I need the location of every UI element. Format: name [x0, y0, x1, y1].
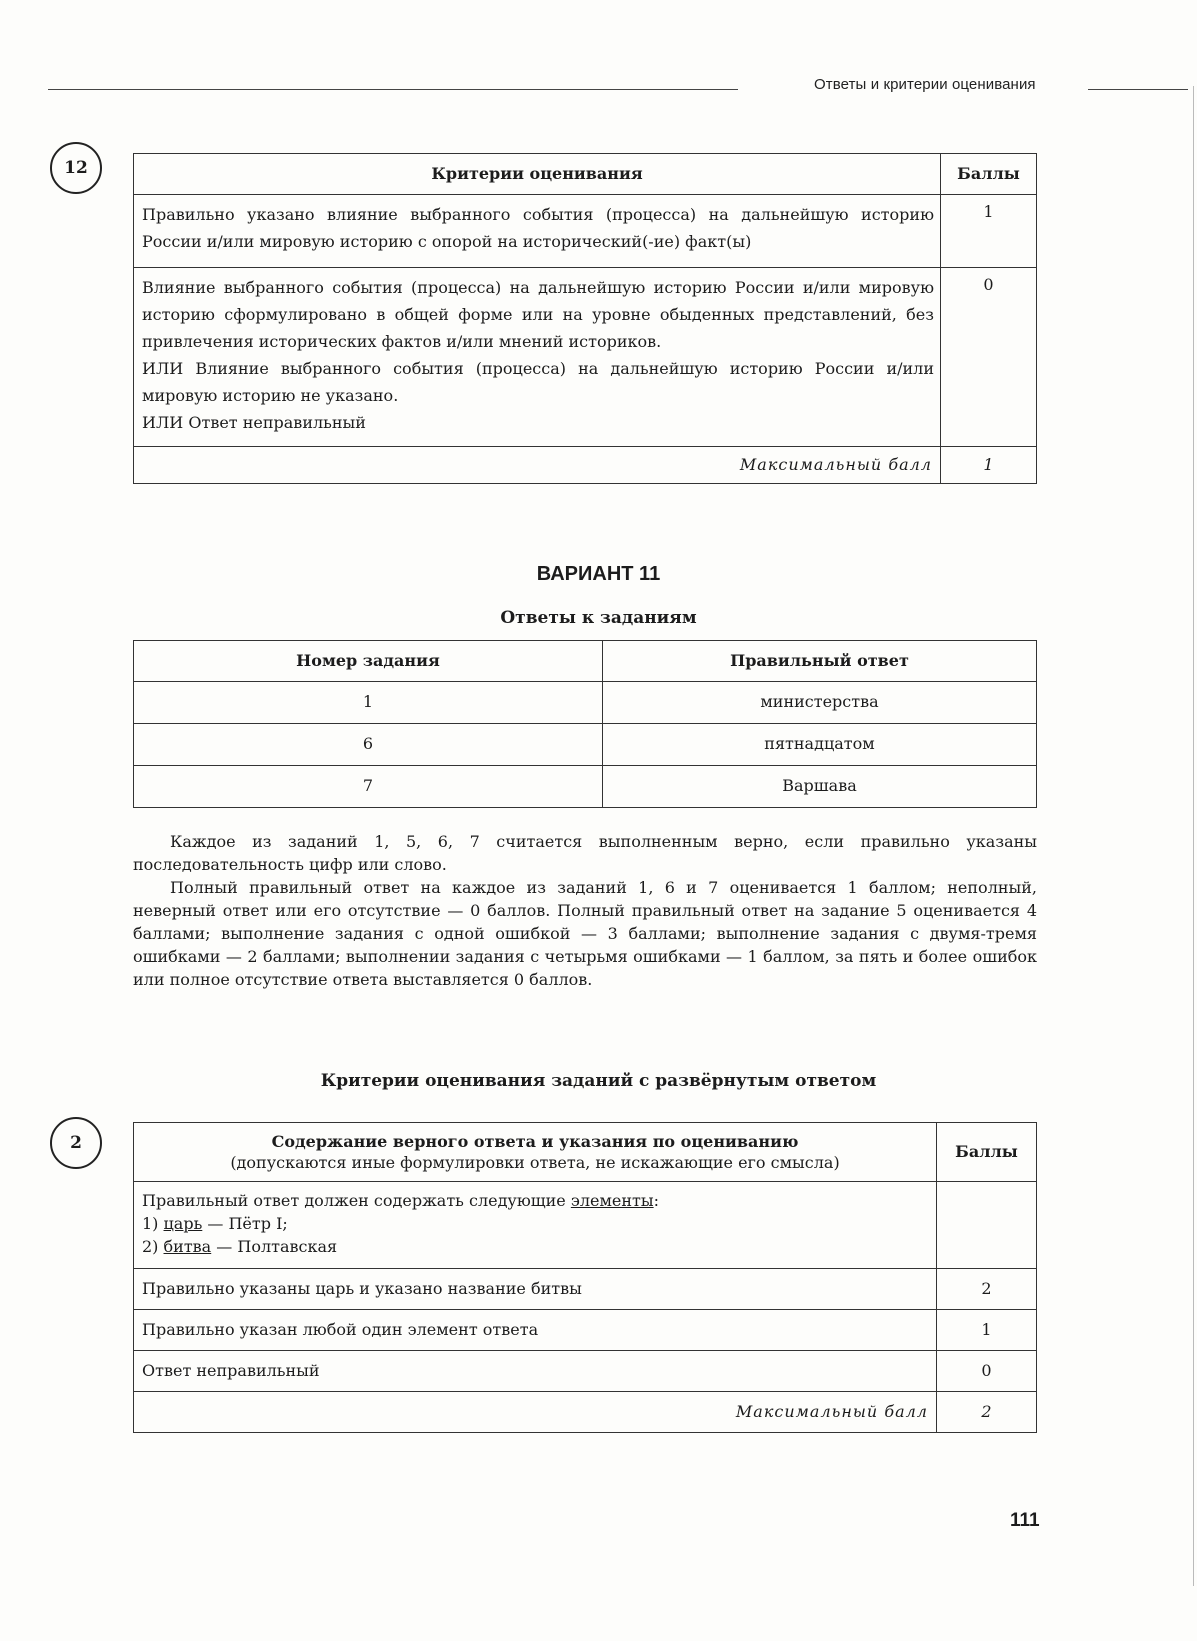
- answers-title: Ответы к заданиям: [500, 608, 697, 628]
- column-header-score: Баллы: [941, 154, 1037, 195]
- paragraph: Полный правильный ответ на каждое из заданий 1, 6 и 7 оценивается 1 баллом; неполный, неверный ответ или его отсутствие — 0 баллов. Полный правильный ответ на задание 5 оценивается 4 баллами; выполнение задания с одной ошибкой — 3 баллами; выполнение задания с двумя-тремя ошибками — 2 баллами; выполнении задания с четырьмя ошибками — 1 баллом, за пять и более ошибок или полное отсутствие ответа выставляется 0 баллов.: [133, 878, 1037, 989]
- criteria-text: Правильно указано влияние выбранного события (процесса) на дальнейшую историю России и/или мировую историю с опорой на исторический(-ие) факт(ы): [134, 195, 941, 268]
- paragraph: Каждое из заданий 1, 5, 6, 7 считается выполненным верно, если правильно указаны последовательность цифр или слово.: [133, 832, 1037, 874]
- item-key: царь: [163, 1214, 203, 1233]
- table-row: [134, 766, 1037, 808]
- table-row: [134, 268, 1037, 447]
- intro-colon: :: [653, 1191, 660, 1210]
- header-rule-left: [48, 89, 738, 90]
- criteria-text: Правильно указаны царь и указано название битвы: [134, 1269, 937, 1310]
- page-edge-line: [1193, 86, 1194, 1586]
- header-line-1: Содержание верного ответа и указания по оцениванию: [271, 1132, 799, 1151]
- table-row: [134, 724, 1037, 766]
- task-12-criteria-table: [133, 153, 1037, 484]
- max-score-row: [134, 1392, 1037, 1433]
- item-key: битва: [163, 1237, 212, 1256]
- header-line-2: (допускаются иные формулировки ответа, не искажающие его смысла): [230, 1153, 840, 1172]
- page-number: 111: [1010, 1510, 1040, 1531]
- column-header-content: [134, 1123, 937, 1182]
- answers-table: [133, 640, 1037, 808]
- intro-underlined: элементы: [570, 1191, 654, 1210]
- item-value: — Полтавская: [211, 1237, 338, 1256]
- intro-text: Правильный ответ должен содержать следующие: [142, 1191, 571, 1210]
- header-rule-right: [1088, 89, 1188, 90]
- criteria-score: 0: [941, 268, 1037, 447]
- criteria-score: 2: [937, 1269, 1037, 1310]
- scoring-rules-text: [133, 830, 1037, 991]
- criteria-text: [134, 268, 941, 447]
- column-header-criteria: Критерии оценивания: [134, 154, 941, 195]
- criteria-line: ИЛИ Влияние выбранного события (процесса) на дальнейшую историю России и/или мировую историю не указано.: [142, 359, 934, 405]
- criteria-score: 0: [937, 1351, 1037, 1392]
- criteria-text: Ответ неправильный: [134, 1351, 937, 1392]
- column-header-task-number: Номер задания: [134, 641, 603, 682]
- task-2-number-badge: [50, 1117, 102, 1169]
- column-header-correct-answer: Правильный ответ: [603, 641, 1037, 682]
- table-row: [134, 1351, 1037, 1392]
- table-row: [134, 682, 1037, 724]
- empty-score-cell: [937, 1182, 1037, 1269]
- max-score-value: 1: [941, 447, 1037, 484]
- element-item: [142, 1212, 928, 1235]
- variant-title: ВАРИАНТ 11: [536, 563, 661, 585]
- answer-elements: [134, 1182, 937, 1269]
- task-number-cell: 1: [134, 682, 603, 724]
- answer-elements-row: [134, 1182, 1037, 1269]
- task-number-cell: 7: [134, 766, 603, 808]
- task-number: 12: [64, 158, 88, 178]
- max-score-value: 2: [937, 1392, 1037, 1433]
- answer-cell: Варшава: [603, 766, 1037, 808]
- max-score-label: Максимальный балл: [134, 1392, 937, 1433]
- criteria-line: ИЛИ Ответ неправильный: [142, 413, 366, 432]
- criteria-score: 1: [937, 1310, 1037, 1351]
- max-score-row: [134, 447, 1037, 484]
- item-number: 2): [142, 1237, 164, 1256]
- running-header: [48, 76, 1197, 100]
- elements-intro: [142, 1189, 928, 1212]
- table-row: [134, 195, 1037, 268]
- task-number-cell: 6: [134, 724, 603, 766]
- task-number: 2: [70, 1133, 82, 1153]
- element-item: [142, 1235, 928, 1258]
- table-row: [134, 1310, 1037, 1351]
- item-value: — Пётр I;: [202, 1214, 288, 1233]
- task-2-criteria-table: [133, 1122, 1037, 1433]
- criteria-title: Критерии оценивания заданий с развёрнутым ответом: [320, 1071, 877, 1091]
- answer-cell: министерства: [603, 682, 1037, 724]
- item-number: 1): [142, 1214, 164, 1233]
- criteria-text: Правильно указан любой один элемент ответа: [134, 1310, 937, 1351]
- column-header-score: Баллы: [937, 1123, 1037, 1182]
- table-row: [134, 1269, 1037, 1310]
- max-score-label: Максимальный балл: [134, 447, 941, 484]
- criteria-score: 1: [941, 195, 1037, 268]
- running-title: Ответы и критерии оценивания: [814, 76, 1036, 93]
- answer-cell: пятнадцатом: [603, 724, 1037, 766]
- criteria-line: Влияние выбранного события (процесса) на дальнейшую историю России и/или мировую историю сформулировано в общей форме или на уровне обыденных представлений, без привлечения исторических фактов и/или мнений историков.: [142, 278, 934, 351]
- task-12-number-badge: [50, 142, 102, 194]
